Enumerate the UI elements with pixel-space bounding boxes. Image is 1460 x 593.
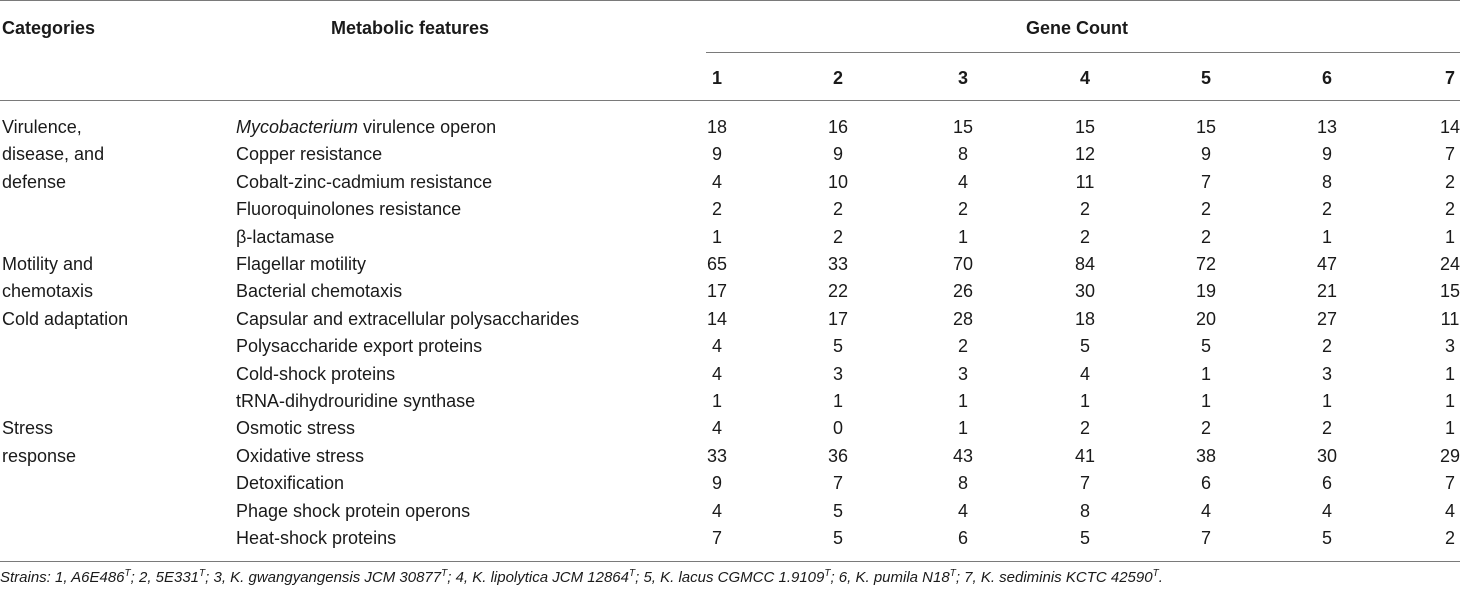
gene-count-cell: 2 [1200, 418, 1212, 439]
feature-genus: Mycobacterium [236, 117, 359, 137]
gene-count-cell: 2 [1200, 199, 1212, 220]
category-label-line: Stress [2, 418, 54, 439]
gene-count-cell: 1 [1444, 226, 1456, 247]
gene-count-cell: 15 [1195, 117, 1217, 137]
gene-count-cell: 1 [1200, 363, 1212, 384]
feature-text: Cold-shock proteins [236, 363, 396, 384]
gene-count-cell: 3 [957, 363, 969, 384]
gene-count-cell: 17 [827, 308, 849, 329]
gene-count-cell: 19 [1195, 281, 1217, 302]
gene-count-cell: 2 [832, 199, 844, 220]
feature-text: Capsular and extracellular polysaccharides [236, 308, 580, 329]
header-gene-count: Gene Count [1026, 18, 1128, 38]
gene-count-cell: 18 [1074, 308, 1096, 329]
gene-count-cell: 1 [1444, 363, 1456, 384]
gene-count-cell: 2 [1321, 336, 1333, 357]
metabolic-feature [236, 117, 496, 137]
gene-count-cell: 15 [952, 117, 974, 137]
gene-count-cell: 16 [827, 117, 849, 137]
category-label-line: Motility and [2, 254, 94, 274]
gene-count-cell: 5 [1079, 528, 1091, 548]
gene-count-cell: 24 [1439, 254, 1460, 274]
type-strain-superscript: T [824, 568, 831, 579]
footnote-text: ; 3, K. gwangyangensis JCM 30877 [205, 569, 442, 586]
gene-count-cell: 8 [1079, 500, 1091, 521]
gene-count-cell: 15 [1439, 281, 1460, 302]
gene-count-cell: 4 [1444, 500, 1456, 521]
gene-count-cell: 3 [1321, 363, 1333, 384]
gene-count-cell: 14 [1439, 117, 1460, 137]
gene-count-cell: 2 [1200, 226, 1212, 247]
metabolic-feature [236, 309, 579, 329]
gene-count-cell: 28 [952, 308, 974, 329]
feature-text: Copper resistance [236, 144, 383, 165]
gene-count-cell: 70 [952, 254, 974, 274]
category-label-line: Cold adaptation [2, 308, 129, 329]
footnote-text: ; 2, 5E331 [130, 569, 200, 586]
gene-count-cell: 7 [1444, 144, 1456, 165]
metabolic-feature [236, 418, 355, 438]
gene-count-cell: 2 [711, 199, 723, 220]
gene-count-cell: 1 [957, 418, 969, 439]
header-metabolic-features: Metabolic features [331, 18, 490, 38]
feature-text: Osmotic stress [236, 418, 356, 439]
footnote-text: Strains: 1, A6E486 [0, 569, 125, 586]
metabolic-feature [236, 501, 470, 521]
metabolic-feature [236, 446, 364, 466]
gene-count-cell: 8 [1321, 171, 1333, 192]
gene-count-cell: 47 [1316, 254, 1338, 274]
gene-count-cell: 4 [711, 336, 723, 357]
gene-count-cell: 2 [1321, 199, 1333, 220]
gene-count-cell: 11 [1075, 171, 1095, 192]
gene-count-cell: 2 [1444, 528, 1456, 548]
gene-count-cell: 36 [827, 445, 849, 466]
gene-count-cell: 7 [1079, 473, 1091, 494]
metabolic-feature [236, 364, 395, 384]
metabolic-feature [236, 254, 366, 274]
gene-count-cell: 0 [832, 418, 844, 439]
gene-count-cell: 14 [706, 308, 728, 329]
gene-count-cell: 2 [1444, 199, 1456, 220]
feature-text: Phage shock protein operons [236, 500, 471, 521]
gene-count-cell: 7 [1200, 528, 1212, 548]
footnote-text: ; 6, K. pumila N18 [830, 569, 950, 586]
gene-count-cell: 1 [957, 391, 969, 411]
gene-count-cell: 2 [957, 199, 969, 220]
category-label-line: response [2, 445, 77, 466]
gene-count-cell: 8 [957, 144, 969, 165]
gene-count-cell: 26 [952, 281, 974, 302]
top-rule [0, 0, 1460, 1]
gene-count-cell: 7 [711, 528, 723, 548]
metabolic-feature [236, 336, 482, 356]
feature-text: Oxidative stress [236, 445, 365, 466]
gene-count-cell: 5 [832, 336, 844, 357]
gene-count-cell: 6 [1200, 473, 1212, 494]
gene-count-cell: 41 [1074, 445, 1096, 466]
gene-count-cell: 8 [957, 473, 969, 494]
gene-count-cell: 13 [1316, 117, 1338, 137]
table-footnote [0, 568, 1163, 586]
gene-count-cell: 1 [711, 391, 723, 411]
feature-text: Bacterial chemotaxis [236, 281, 403, 302]
gene-count-cell: 4 [957, 171, 969, 192]
gene-count-cell: 22 [827, 281, 849, 302]
feature-text: Polysaccharide export proteins [236, 336, 483, 357]
feature-text: Cobalt-zinc-cadmium resistance [236, 171, 493, 192]
gene-count-rule [706, 52, 1460, 53]
type-strain-superscript: T [441, 568, 448, 579]
gene-count-cell: 18 [706, 117, 728, 137]
gene-count-cell: 9 [1321, 144, 1333, 165]
category-label-line: Virulence, [2, 117, 82, 137]
gene-count-cell: 2 [832, 226, 844, 247]
gene-count-cell: 1 [1321, 391, 1333, 411]
gene-count-cell: 43 [952, 445, 974, 466]
gene-count-cell: 1 [1444, 418, 1456, 439]
gene-count-cell: 2 [957, 336, 969, 357]
gene-count-cell: 33 [827, 254, 849, 274]
gene-count-cell: 6 [1321, 473, 1333, 494]
metabolic-feature [236, 528, 396, 548]
gene-count-cell: 5 [832, 528, 844, 548]
type-strain-superscript: T [1152, 568, 1159, 579]
gene-count-cell: 3 [832, 363, 844, 384]
gene-count-cell: 5 [1079, 336, 1091, 357]
type-strain-superscript: T [629, 568, 636, 579]
gene-count-cell: 1 [1200, 391, 1212, 411]
feature-text: β-lactamase [236, 226, 335, 247]
gene-count-cell: 9 [1200, 144, 1212, 165]
gene-count-cell: 4 [957, 500, 969, 521]
gene-count-cell: 12 [1074, 144, 1096, 165]
gene-count-cell: 30 [1074, 281, 1096, 302]
gene-count-cell: 27 [1316, 308, 1338, 329]
metabolic-feature [236, 227, 334, 247]
category-label-line: defense [2, 171, 67, 192]
gene-count-cell: 4 [711, 171, 723, 192]
metabolic-feature [236, 144, 382, 164]
gene-count-cell: 1 [711, 226, 723, 247]
gene-count-cell: 7 [1200, 171, 1212, 192]
type-strain-superscript: T [949, 568, 956, 579]
feature-text: Detoxification [236, 473, 345, 494]
gene-count-cell: 10 [827, 171, 849, 192]
gene-count-cell: 9 [832, 144, 844, 165]
metabolic-feature [236, 199, 461, 219]
gene-count-cell: 2 [1079, 199, 1091, 220]
gene-count-cell: 7 [832, 473, 844, 494]
gene-count-cell: 1 [1079, 391, 1091, 411]
gene-count-cell: 5 [832, 500, 844, 521]
feature-text: Flagellar motility [236, 254, 367, 274]
gene-count-cell: 4 [711, 418, 723, 439]
type-strain-superscript: T [199, 568, 206, 579]
gene-count-cell: 9 [711, 473, 723, 494]
category-label-line: disease, and [2, 144, 105, 165]
gene-count-cell: 15 [1074, 117, 1096, 137]
gene-count-cell: 2 [1079, 418, 1091, 439]
gene-count-cell: 21 [1316, 281, 1338, 302]
metabolic-feature [236, 172, 492, 192]
gene-count-cell: 5 [1321, 528, 1333, 548]
gene-count-cell: 4 [711, 363, 723, 384]
footnote-text: . [1158, 569, 1163, 586]
metabolic-feature [236, 391, 475, 411]
gene-count-cell: 3 [1444, 336, 1456, 357]
gene-count-cell: 6 [957, 528, 969, 548]
gene-count-cell: 38 [1195, 445, 1217, 466]
gene-count-cell: 5 [1200, 336, 1212, 357]
gene-count-cell: 9 [711, 144, 723, 165]
gene-count-cell: 4 [1079, 363, 1091, 384]
header-strain-1: 1 [711, 68, 723, 88]
feature-text: virulence operon [358, 117, 497, 137]
gene-count-cell: 29 [1439, 445, 1460, 466]
gene-count-cell: 11 [1440, 308, 1460, 329]
header-strain-2: 2 [832, 68, 844, 88]
gene-count-cell: 20 [1195, 308, 1217, 329]
header-strain-4: 4 [1079, 68, 1091, 88]
gene-count-cell: 4 [1321, 500, 1333, 521]
header-categories: Categories [2, 18, 96, 38]
gene-count-cell: 4 [1200, 500, 1212, 521]
header-strain-6: 6 [1321, 68, 1333, 88]
type-strain-superscript: T [124, 568, 131, 579]
gene-count-cell: 30 [1316, 445, 1338, 466]
feature-text: tRNA-dihydrouridine synthase [236, 391, 476, 411]
footnote-text: ; 5, K. lacus CGMCC 1.9109 [635, 569, 825, 586]
bottom-rule [0, 561, 1460, 562]
category-label-line: chemotaxis [2, 281, 94, 302]
gene-count-cell: 2 [1444, 171, 1456, 192]
gene-count-cell: 2 [1321, 418, 1333, 439]
gene-count-cell: 84 [1074, 254, 1096, 274]
gene-count-cell: 65 [706, 254, 728, 274]
header-strain-3: 3 [957, 68, 969, 88]
header-strain-7: 7 [1444, 68, 1456, 88]
footnote-text: ; 7, K. sediminis KCTC 42590 [955, 569, 1153, 586]
metabolic-feature [236, 281, 402, 301]
gene-count-cell: 17 [706, 281, 728, 302]
gene-count-cell: 1 [832, 391, 844, 411]
gene-count-cell: 72 [1195, 254, 1217, 274]
feature-text: Heat-shock proteins [236, 528, 397, 548]
header-bottom-rule [0, 100, 1460, 101]
gene-count-cell: 2 [1079, 226, 1091, 247]
metabolic-feature [236, 473, 344, 493]
gene-count-cell: 1 [1321, 226, 1333, 247]
gene-count-cell: 1 [957, 226, 969, 247]
gene-count-cell: 7 [1444, 473, 1456, 494]
header-strain-5: 5 [1200, 68, 1212, 88]
gene-count-cell: 4 [711, 500, 723, 521]
gene-count-cell: 33 [706, 445, 728, 466]
footnote-text: ; 4, K. lipolytica JCM 12864 [447, 569, 629, 586]
feature-text: Fluoroquinolones resistance [236, 199, 462, 220]
gene-count-cell: 1 [1444, 391, 1456, 411]
